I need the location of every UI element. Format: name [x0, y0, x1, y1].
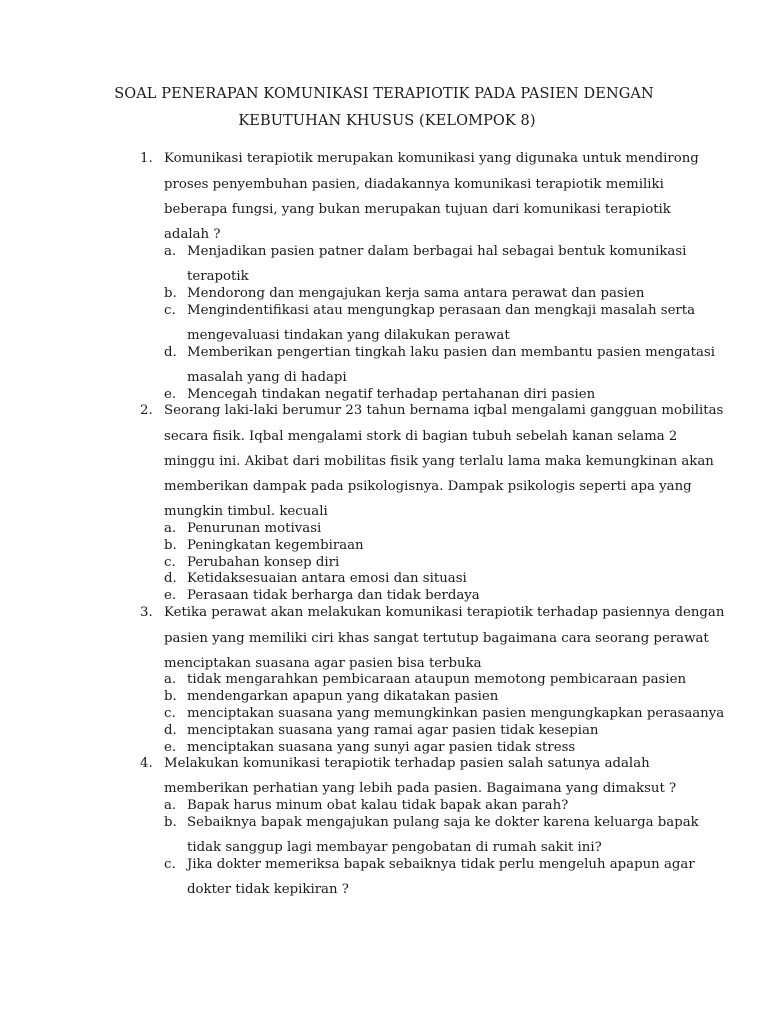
option-letter: d.	[164, 723, 177, 738]
option-text: menciptakan suasana yang ramai agar pasien tidak kesepian	[187, 723, 599, 738]
option-letter: b.	[164, 538, 177, 553]
option-letter: e.	[164, 740, 177, 755]
option-text: mendengarkan apapun yang dikatakan pasien	[187, 689, 499, 704]
option-letter: a.	[164, 521, 177, 536]
question-stem-line: memberikan perhatian yang lebih pada pasien. Bagaimana yang dimaksut ?	[164, 781, 677, 796]
question-stem-line: Ketika perawat akan melakukan komunikasi terapiotik terhadap pasiennya dengan	[164, 605, 725, 620]
option-text: mengevaluasi tindakan yang dilakukan perawat	[187, 328, 510, 343]
question-stem-line: proses penyembuhan pasien, diadakannya komunikasi terapiotik memiliki	[164, 177, 664, 192]
option-text: dokter tidak kepikiran ?	[187, 882, 349, 897]
option-letter: b.	[164, 689, 177, 704]
option-letter: e.	[164, 387, 177, 402]
question-stem-line: menciptakan suasana agar pasien bisa terbuka	[164, 656, 482, 671]
option-letter: e.	[164, 588, 177, 603]
option-letter: c.	[164, 303, 176, 318]
option-letter: a.	[164, 244, 177, 259]
option-text: menciptakan suasana yang sunyi agar pasien tidak stress	[187, 740, 576, 755]
option-text: masalah yang di hadapi	[187, 370, 347, 385]
option-text: Perubahan konsep diri	[187, 555, 340, 570]
document-title-line-2: KEBUTUHAN KHUSUS (KELOMPOK 8)	[238, 113, 536, 129]
option-text: Sebaiknya bapak mengajukan pulang saja ke dokter karena keluarga bapak	[187, 815, 699, 830]
option-text: Jika dokter memeriksa bapak sebaiknya tidak perlu mengeluh apapun agar	[187, 857, 695, 872]
option-text: tidak sanggup lagi membayar pengobatan di rumah sakit ini?	[187, 840, 602, 855]
question-stem-line: minggu ini. Akibat dari mobilitas fisik yang terlalu lama maka kemungkinan akan	[164, 454, 714, 469]
option-text: Ketidaksesuaian antara emosi dan situasi	[187, 571, 467, 586]
option-text: Peningkatan kegembiraan	[187, 538, 364, 553]
question-stem-line: Melakukan komunikasi terapiotik terhadap pasien salah satunya adalah	[164, 756, 650, 771]
document-title-line-1: SOAL PENERAPAN KOMUNIKASI TERAPIOTIK PADA PASIEN DENGAN	[114, 86, 654, 102]
option-letter: b.	[164, 286, 177, 301]
option-text: Mengindentifikasi atau mengungkap perasaan dan mengkaji masalah serta	[187, 303, 696, 318]
option-letter: a.	[164, 672, 177, 687]
option-text: Penurunan motivasi	[187, 521, 322, 536]
question-stem-line: beberapa fungsi, yang bukan merupakan tujuan dari komunikasi terapiotik	[164, 202, 671, 217]
question-stem-line: memberikan dampak pada psikologisnya. Dampak psikologis seperti apa yang	[164, 479, 692, 494]
option-text: Menjadikan pasien patner dalam berbagai hal sebagai bentuk komunikasi	[187, 244, 687, 259]
question-stem-line: Seorang laki-laki berumur 23 tahun bernama iqbal mengalami gangguan mobilitas	[164, 403, 724, 418]
question-number: 4.	[140, 756, 153, 771]
option-letter: a.	[164, 798, 177, 813]
option-letter: c.	[164, 706, 176, 721]
option-text: tidak mengarahkan pembicaraan ataupun memotong pembicaraan pasien	[187, 672, 687, 687]
option-text: Bapak harus minum obat kalau tidak bapak akan parah?	[187, 798, 569, 813]
option-letter: c.	[164, 857, 176, 872]
option-letter: b.	[164, 815, 177, 830]
option-letter: d.	[164, 571, 177, 586]
question-stem-line: adalah ?	[164, 227, 221, 242]
option-text: menciptakan suasana yang memungkinkan pasien mengungkapkan perasaanya	[187, 706, 725, 721]
question-number: 3.	[140, 605, 153, 620]
question-stem-line: mungkin timbul. kecuali	[164, 504, 328, 519]
question-number: 1.	[140, 151, 153, 166]
option-letter: d.	[164, 345, 177, 360]
option-text: terapotik	[187, 269, 249, 284]
question-stem-line: secara fisik. Iqbal mengalami stork di bagian tubuh sebelah kanan selama 2	[164, 429, 678, 444]
option-text: Mendorong dan mengajukan kerja sama antara perawat dan pasien	[187, 286, 645, 301]
option-letter: c.	[164, 555, 176, 570]
question-stem-line: pasien yang memiliki ciri khas sangat tertutup bagaimana cara seorang perawat	[164, 631, 709, 646]
option-text: Mencegah tindakan negatif terhadap pertahanan diri pasien	[187, 387, 596, 402]
question-stem-line: Komunikasi terapiotik merupakan komunikasi yang digunaka untuk mendirong	[164, 151, 699, 166]
option-text: Perasaan tidak berharga dan tidak berdaya	[187, 588, 480, 603]
option-text: Memberikan pengertian tingkah laku pasien dan membantu pasien mengatasi	[187, 345, 715, 360]
question-number: 2.	[140, 403, 153, 418]
